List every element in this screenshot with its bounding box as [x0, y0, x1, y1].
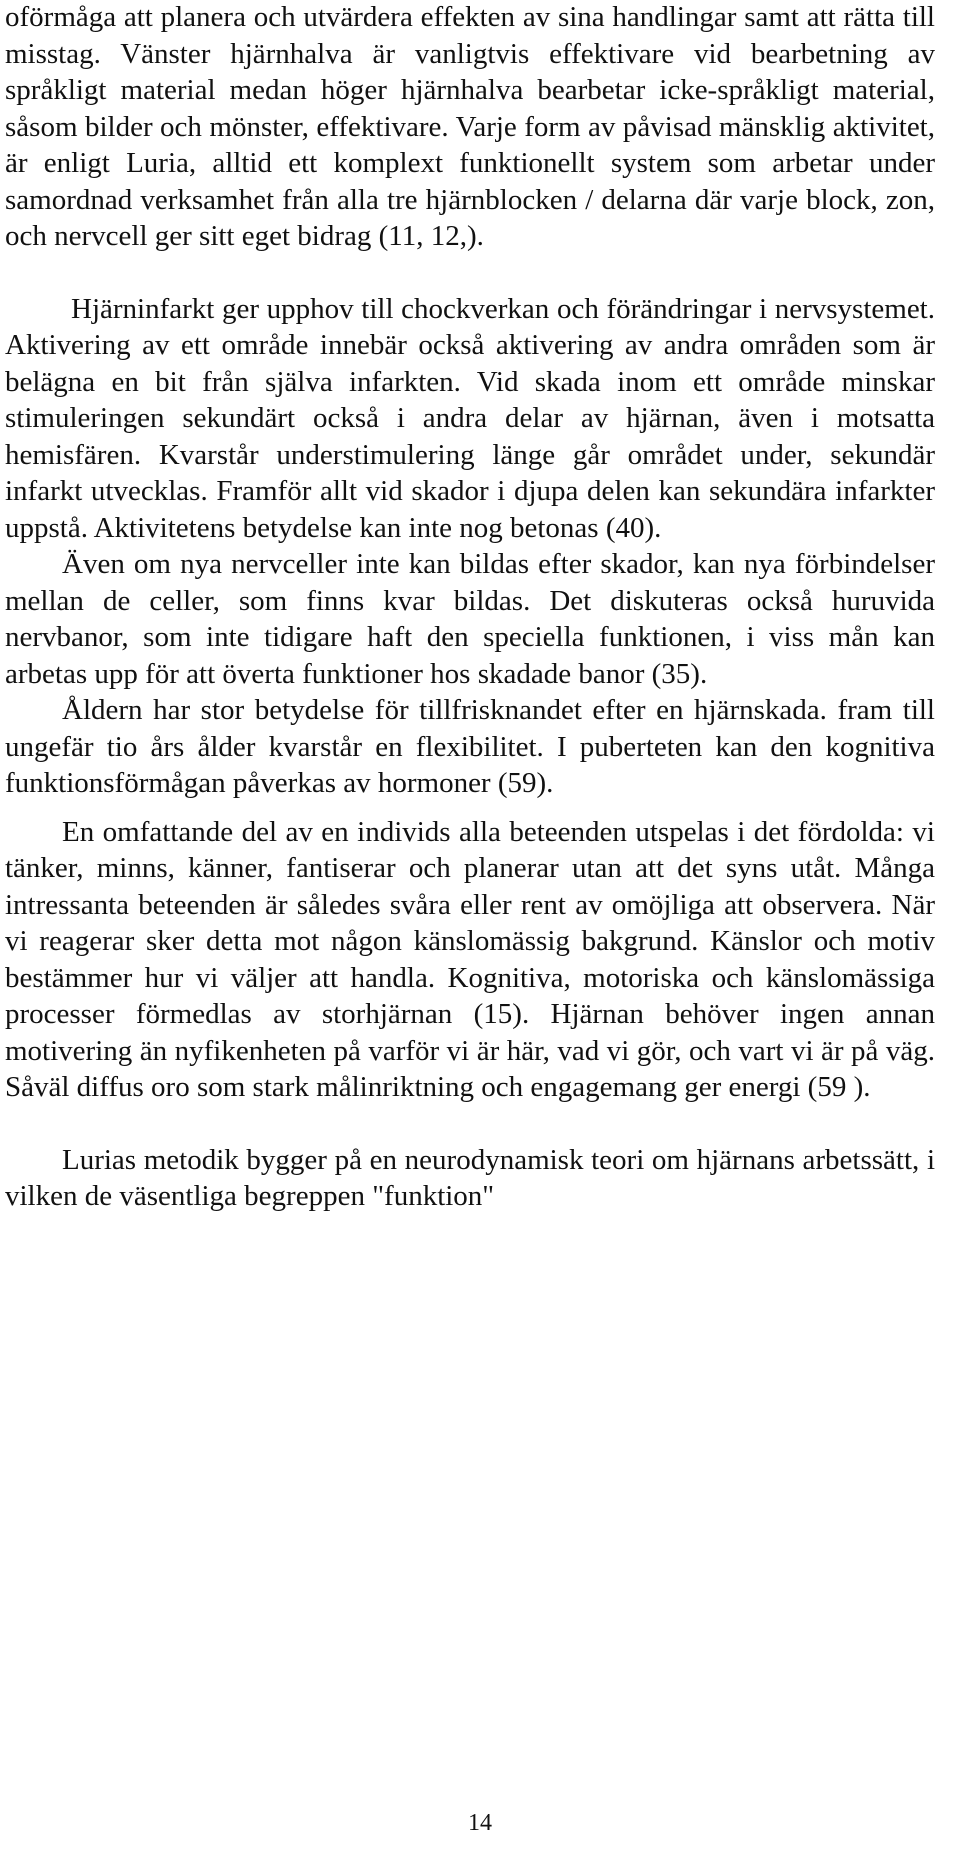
paragraph-5: En omfattande del av en individs alla beteenden utspelas i det fördolda: vi tänker, minns, känner, fantiserar och planerar utan att det syns utåt. Många intressanta beteenden är således svåra eller rent av omöjliga att observera. När vi reagerar sker detta mot någon känslomässig bakgrund. Känslor och motiv bestämmer hur vi väljer att handla. Kognitiva, motoriska och känslomässiga processer förmedlas av storhjärnan (15). Hjärnan behöver ingen annan motivering än nyfikenheten på varför vi är här, vad vi gör, och vart vi är på väg. Såväl diffus oro som stark målinriktning och engagemang ger energi (59 ).	[5, 815, 935, 1103]
paragraph-1: oförmåga att planera och utvärdera effekten av sina handlingar samt att rätta till misstag. Vänster hjärnhalva är vanligtvis effektivare vid bearbetning av språkligt material medan höger hjärnhalva bearbetar icke-språkligt material, såsom bilder och mönster, effektivare. Varje form av påvisad mänsklig aktivitet, är enligt Luria, alltid ett komplext funktionellt system som arbetar under samordnad verksamhet från alla tre hjärnblocken / delarna där varje block, zon, och nervcell ger sitt eget bidrag (11, 12,).	[5, 1, 935, 252]
paragraph-2: Hjärninfarkt ger upphov till chockverkan och förändringar i nervsystemet. Aktivering av ett område innebär också aktivering av andra områden som är belägna en bit från själva infarkten. Vid skada inom ett område minskar stimuleringen sekundärt också i andra delar av hjärnan, även i motsatta hemisfären. Kvarstår understimulering länge går området under, sekundär infarkt utvecklas. Framför allt vid skador i djupa delen kan sekundära infarkter uppstå. Aktivitetens betydelse kan inte nog betonas (40).	[5, 292, 935, 544]
paragraph-3: Även om nya nervceller inte kan bildas efter skador, kan nya förbindelser mellan de celler, som finns kvar bildas. Det diskuteras också huruvida nervbanor, som inte tidigare haft den speciella funktionen, i viss mån kan arbetas upp för att överta funktioner hos skadade banor (35).	[5, 548, 935, 690]
document-page	[5, 0, 935, 1215]
paragraph-4: Åldern har stor betydelse för tillfrisknandet efter en hjärnskada. fram till ungefär tio års ålder kvarstår en flexibilitet. I puberteten kan den kognitiva funktionsförmågan påverkas av hormoner (59).	[5, 694, 935, 799]
page-number: 14	[468, 1810, 492, 1836]
paragraph-6: Lurias metodik bygger på en neurodynamisk teori om hjärnans arbetssätt, i vilken de väsentliga begreppen "funktion"	[5, 1143, 935, 1212]
